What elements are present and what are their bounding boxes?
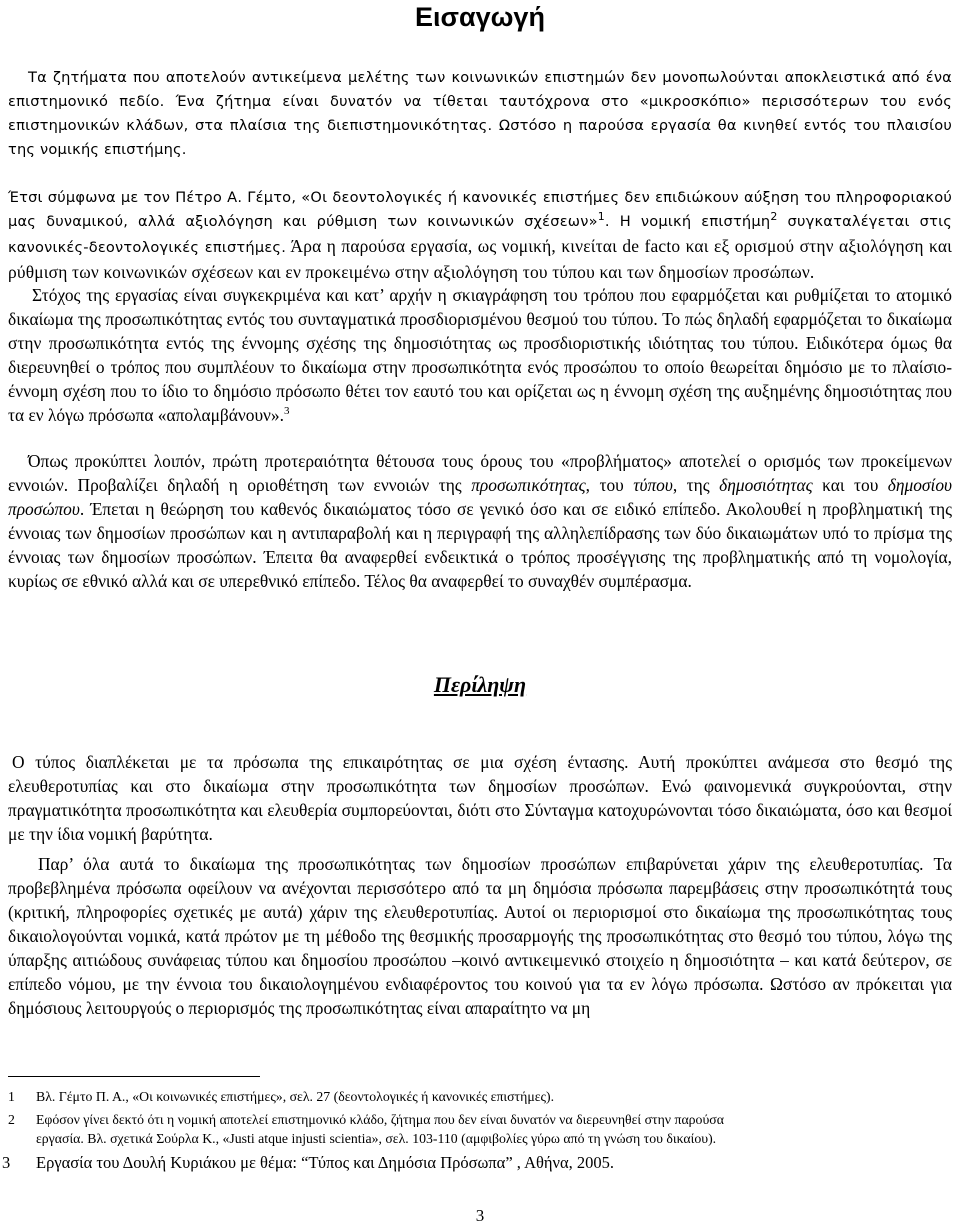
summary-heading: Περίληψη bbox=[433, 672, 527, 697]
footnote-text: Βλ. Γέμτο Π. Α., «Οι κοινωνικές επιστήμες», σελ. 27 (δεοντολογικές ή κανονικές επιστήμες). bbox=[36, 1089, 555, 1104]
footnote-3 bbox=[2, 1152, 952, 1174]
term-publicity: δημοσιότητας bbox=[719, 475, 813, 495]
footnote-ref-2[interactable]: 2 bbox=[770, 210, 778, 224]
footnote-number: 1 bbox=[8, 1089, 15, 1104]
footnote-text-continued: εργασία. Βλ. σχετικά Σούρλα Κ., «Justi atque injusti scientia», σελ. 103-110 (αμφιβολίες γύρω από τη γνώση του δικαίου). bbox=[36, 1131, 717, 1146]
intro-paragraph-1: Τα ζητήματα που αποτελούν αντικείμενα μελέτης των κοινωνικών επιστημών δεν μονοπωλούνται αποκλειστικά από ένα επιστημονικό πεδίο. Ένα ζήτημα είναι δυνατόν να τίθεται ταυτόχρονα στο «μικροσκόπιο» περισσότερων του ενός επιστημονικών κλάδων, στα πλαίσια της διεπιστημονικότητας. Ωστόσο η παρούσα εργασία θα κινηθεί εντός του πλαισίου της νομικής επιστήμης. bbox=[8, 69, 952, 158]
footnote-number: 2 bbox=[8, 1112, 15, 1127]
footnote-text: Εργασία του Δουλή Κυριάκου με θέμα: “Τύπος και Δημόσια Πρόσωπα” , Αθήνα, 2005. bbox=[36, 1153, 615, 1172]
intro-paragraph-4-text-a: Όπως προκύπτει λοιπόν, πρώτη προτεραιότητα θέτουσα τους όρους του «προβλήματος» αποτελεί ο ορισμός των προκείμενων εννοιών. Προβαλίζει δηλαδή η οριοθέτηση των εννοιών της bbox=[8, 451, 952, 495]
intro-paragraph-3-text: Στόχος της εργασίας είναι συγκεκριμένα και κατ’ αρχήν η σκιαγράφηση του τρόπου που εφαρμόζεται και ρυθμίζεται το ατομικό δικαίωμα της προσωπικότητας εντός του συνταγματικά προσδιορισμένου θεσμού του τύπου. Το πώς δηλαδή εφαρμόζεται το δικαίωμα στην προσωπικότητα εντός της έννομης σχέσης της δημοσιότητας ως προσδιοριστικής ιδιότητας του τύπου. Ειδικότερα όμως θα διερευνηθεί ο τρόπος που συμπλέουν το δικαίωμα στην προσωπικότητα ενός προσώπου το οποίο θεωρείται δημόσιο με το πλαίσιο-έννομη σχέση που το ίδιο το δημόσιο πρόσωπο θέτει τον εαυτό του και ορίζεται ως η έννομη σχέση της αυξημένης δημοσιότητας που τα εν λόγω πρόσωπα «απολαμβάνουν». bbox=[8, 285, 952, 425]
footnote-ref-3[interactable]: 3 bbox=[283, 405, 290, 418]
intro-paragraph-2-text-b: . Η νομική επιστήμη bbox=[604, 213, 771, 230]
footnote-number: 3 bbox=[2, 1153, 11, 1172]
intro-paragraph-2-text: Έτσι σύμφωνα με τον Πέτρο Α. Γέμτο, «Οι δεοντολογικές ή κανονικές επιστήμες δεν επιδιώκουν αύξηση του πληροφοριακού μας δυναμικού, αλλά αξιολόγηση και ρύθμιση των κοινωνικών σχέσεων» bbox=[8, 189, 952, 230]
term-public-person: δημοσίου προσώπου bbox=[8, 475, 953, 519]
intro-paragraph-4-text-d: και του bbox=[812, 475, 888, 495]
intro-paragraph-4 bbox=[8, 449, 952, 593]
intro-paragraph-4-text-c: , της bbox=[672, 475, 720, 495]
summary-paragraph-1: Ο τύπος διαπλέκεται με τα πρόσωπα της επικαιρότητας σε μια σχέση έντασης. Αυτή προκύπτει ανάμεσα στο θεσμό της ελευθεροτυπίας και στο δικαίωμα στην προσωπικότητα των δημοσίων προσώπων. Ενώ φαινομενικά συγκρούονται, στην πραγματικότητα προσωπικότητα και ελευθερία συμπορεύονται, διότι στο Σύνταγμα κατοχυρώνονται τόσο δικαιώματα, όσο και θεσμοί με την ίδια νομική βαρύτητα. bbox=[8, 752, 952, 844]
footnote-ref-1[interactable]: 1 bbox=[597, 210, 605, 224]
term-press: τύπου bbox=[633, 475, 673, 495]
intro-paragraph-2-text-d: Άρα η παρούσα εργασία, ως νομική, κινείται de facto και εξ ορισμού στην αξιολόγηση και ρύθμιση των κοινωνικών σχέσεων και εν προκειμένω στην αξιολόγηση του τύπου και των δημοσίων προσώπων. bbox=[8, 236, 953, 282]
footnote-text: Εφόσον γίνει δεκτό ότι η νομική αποτελεί επιστημονικό κλάδο, ζήτημα που δεν είναι δυνατόν να διερευνηθεί στην παρούσα bbox=[36, 1112, 724, 1127]
footnote-1 bbox=[8, 1087, 952, 1106]
summary-paragraph-2: Παρ’ όλα αυτά το δικαίωμα της προσωπικότητας των δημοσίων προσώπων επιβαρύνεται χάριν της ελευθεροτυπίας. Τα προβεβλημένα πρόσωπα οφείλουν να ανέχονται περισσότερο από τα μη δημόσια πρόσωπα παρεμβάσεις στην προσωπικότητά τους (κριτική, πληροφορίες σχετικές με αυτά) χάριν της ελευθεροτυπίας. Αυτοί οι περιορισμοί στο δικαίωμα της προσωπικότητας τους δικαιολογούνται νομικά, κατά πρώτον με τη μέθοδο της θεσμικής προσαρμογής της προσωπικότητας στο θεσμό του τύπου, λόγω της ύπαρξης αιτιώδους συνάφειας τύπου και δημοσίου προσώπου –κοινό αντικειμενικό στοιχείο η δημοσιότητα – και κατά δεύτερον, σε επίπεδο νόμου, με την έννοια του δικαιολογημένου ενδιαφέροντος του κοινού για τα εν λόγω πρόσωπα. Ωστόσο αν πρόκειται για δημόσιους λειτουργούς ο περιορισμός της προσωπικότητας είναι απαραίτητο να μη bbox=[8, 854, 952, 1018]
intro-paragraph-4-text-e: . Έπεται η θεώρηση του καθενός δικαιώματος τόσο σε γενικό όσο και σε ειδικό επίπεδο. Ακολουθεί η προβληματική της έννοιας των δημοσίων προσώπων και η αντιπαραβολή και η περιγραφή της αλληλεπίδρασης των δύο δικαιωμάτων υπό το πρίσμα της έννοιας των δημοσίων προσώπων. Έπειτα θα αναφερθεί ενδεικτικά ο τρόπος προσέγγισης της προβληματικής από τη νομολογία, κυρίως σε εθνικό αλλά και σε υπερεθνικό επίπεδο. Τέλος θα αναφερθεί το συναχθέν συμπέρασμα. bbox=[8, 499, 952, 591]
footnote-2 bbox=[8, 1110, 952, 1148]
intro-paragraph-4-text-b: , του bbox=[585, 475, 634, 495]
intro-paragraph-2-text-c: συγκαταλέγεται στις κανονικές-δεοντολογικές επιστήμες. bbox=[8, 213, 953, 256]
footnote-separator bbox=[8, 1076, 260, 1077]
intro-paragraph-2 bbox=[8, 186, 952, 286]
intro-paragraph-3 bbox=[8, 283, 952, 427]
term-personality: προσωπικότητας bbox=[471, 475, 586, 495]
page-number: 3 bbox=[475, 1206, 485, 1225]
page-title: Εισαγωγή bbox=[415, 2, 545, 32]
